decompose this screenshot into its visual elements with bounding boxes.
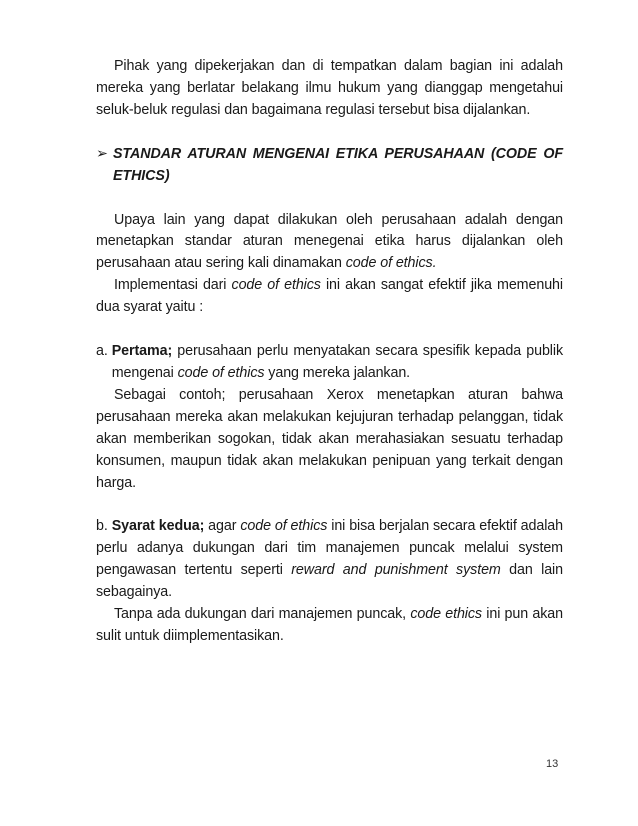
paragraph-text: agar [204,518,241,535]
section-heading [96,144,563,188]
bold-term: Syarat kedua; [111,518,205,535]
italic-term: code of ethics. [345,255,437,272]
paragraph-xerox-example: Sebagai contoh; perusahaan Xerox menetapkan aturan bahwa perusahaan mereka akan melakukan kejujuran terhadap pelanggan, tidak akan memberikan sogokan, tidak akan merahasiakan sesuatu terhadap konsumen, maupun tidak akan melakukan penipuan yang terkait dengan harga. [96,386,563,491]
paragraph-text: ini bisa berjalan secara efektif adalah perlu adanya dukungan dari tim manajemen puncak melalui system pengawasan tertentu seperti [96,518,563,579]
italic-term: code of ethics [240,518,328,535]
italic-term: code of ethics [231,277,321,294]
section-heading-text: STANDAR ATURAN MENGENAI ETIKA PERUSAHAAN (CODE OF ETHICS) [113,145,563,184]
paragraph-intro: Pihak yang dipekerjakan dan di tempatkan dalam bagian ini adalah mereka yang berlatar belakang ilmu hukum yang dianggap mengetahui seluk-beluk regulasi dan bagaimana regulasi tersebut bisa dijalankan. [96,58,563,118]
page-content [96,56,563,648]
list-item-b [96,516,563,604]
list-marker: b. [96,518,108,535]
italic-term: code ethics [410,606,482,623]
bold-term: Pertama; [111,343,173,360]
spacer [96,188,563,210]
list-item-text [96,516,563,604]
list-item-text [112,341,563,385]
paragraph-text: yang mereka jalankan. [264,364,411,381]
spacer [96,319,563,341]
paragraph-text: dan lain sebagainya. [96,562,563,601]
list-marker: a. [96,343,108,360]
paragraph-implementation [96,275,563,319]
paragraph-text: ini pun akan sulit untuk diimplementasikan. [96,606,563,644]
italic-term: code of ethics [177,364,265,381]
paragraph-code-of-ethics [96,210,563,276]
spacer [96,494,563,516]
page-number: 13 [546,758,559,770]
paragraph-text: perusahaan perlu menyatakan secara spesifik kepada publik mengenai [111,343,563,381]
italic-term: reward and punishment system [291,562,501,579]
paragraph-text: ini akan sangat efektif jika memenuhi dua syarat yaitu : [96,277,563,316]
spacer [96,122,563,144]
paragraph-text: Upaya lain yang dapat dilakukan oleh perusahaan adalah dengan menetapkan standar aturan menegenai etika harus dijalankan oleh perusahaan atau sering kali dinamakan [96,211,563,272]
paragraph-text: Tanpa ada dukungan dari manajemen puncak, [114,606,411,623]
paragraph-conclusion [96,604,563,648]
paragraph-text: Implementasi dari [114,277,232,294]
list-item-a [96,341,563,385]
arrow-bullet-icon: ➢ [96,145,108,162]
